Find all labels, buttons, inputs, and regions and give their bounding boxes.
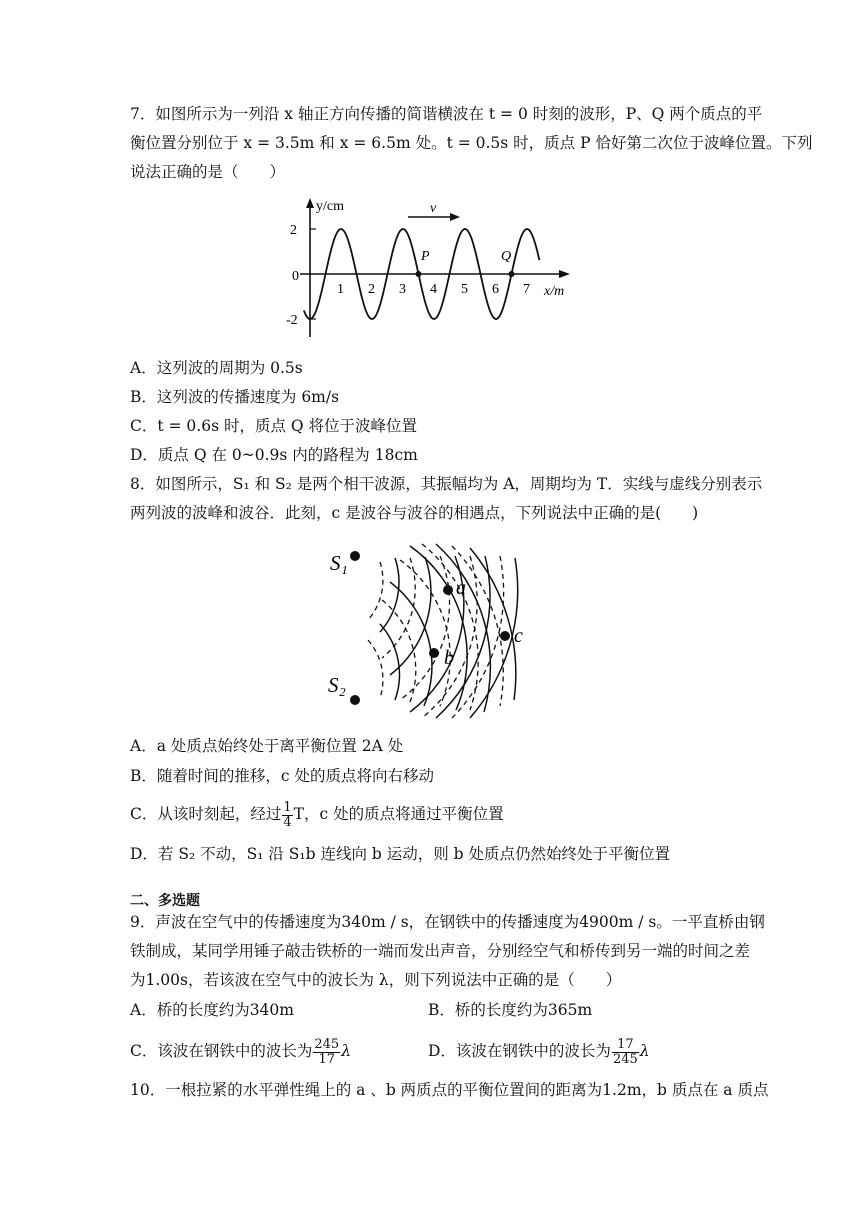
fraction-denominator: 245	[612, 1051, 638, 1067]
y-tick-2: 2	[290, 223, 297, 238]
x-tick-4: 4	[430, 282, 437, 297]
q7-option-c: C．t = 0.6s 时，质点 Q 将位于波峰位置	[130, 417, 418, 435]
q7-option-b: B．这列波的传播速度为 6m/s	[130, 388, 340, 406]
q9-option-b: B．桥的长度约为365m	[428, 1001, 593, 1019]
q8-interference-figure	[320, 540, 550, 722]
point-a	[443, 585, 453, 595]
q9-option-d-prefix: D．该波在钢铁中的波长为	[428, 1042, 611, 1060]
x-tick-3: 3	[399, 282, 406, 297]
x-axis-label: x/m	[544, 284, 565, 299]
q10-line-1: 10．一根拉紧的水平弹性绳上的 a 、b 两质点的平衡位置间的距离为1.2m，b 质点在 a 质点	[130, 1081, 769, 1099]
point-a-label: a	[456, 577, 466, 599]
x-tick-6: 6	[492, 282, 499, 297]
x-tick-5: 5	[461, 282, 468, 297]
point-c-label: c	[514, 625, 523, 647]
q8-option-c	[130, 798, 504, 830]
q9-option-a: A．桥的长度约为340m	[130, 1001, 294, 1019]
y-tick-0: 0	[292, 269, 299, 284]
velocity-label: v	[430, 201, 437, 216]
x-tick-1: 1	[337, 282, 344, 297]
q8-option-c-suffix: T，c 处的质点将通过平衡位置	[293, 805, 504, 823]
lambda-symbol: λ	[639, 1042, 650, 1060]
source-s2	[350, 695, 360, 705]
q8-option-b: B．随着时间的推移，c 处的质点将向右移动	[130, 767, 434, 785]
q9-option-d	[428, 1034, 650, 1068]
q8-line-1: 8．如图所示，S₁ 和 S₂ 是两个相干波源，其振幅均为 A，周期均为 T．实线与虚线分别表示	[130, 475, 763, 493]
x-axis-arrow	[559, 270, 570, 278]
section-title-multi-choice: 二、多选题	[130, 893, 200, 909]
fraction-numerator: 17	[612, 1038, 639, 1053]
point-b	[429, 648, 439, 658]
point-p	[416, 271, 422, 277]
point-b-label: b	[444, 647, 454, 669]
x-tick-2: 2	[368, 282, 375, 297]
q8-option-d: D．若 S₂ 不动，S₁ 沿 S₁b 连线向 b 运动，则 b 处质点仍然始终处于平衡位置	[130, 845, 671, 863]
q7-wave-figure	[280, 192, 580, 344]
q7-option-d: D．质点 Q 在 0~0.9s 内的路程为 18cm	[130, 446, 418, 464]
x-tick-7: 7	[523, 282, 530, 297]
q8-line-2: 两列波的波峰和波谷．此刻，c 是波谷与波谷的相遇点，下列说法中正确的是( )	[130, 504, 699, 522]
lambda-symbol: λ	[341, 1042, 352, 1060]
q9-line-1: 9．声波在空气中的传播速度为340m / s，在钢铁中的传播速度为4900m / s。一平直桥由钢	[130, 913, 765, 931]
fraction-numerator: 1	[283, 799, 292, 815]
q7-line-3: 说法正确的是（ ）	[130, 163, 286, 181]
point-c	[500, 631, 510, 641]
fraction	[612, 1038, 639, 1067]
source-s1-label: S₁	[330, 551, 348, 575]
q7-line-2: 衡位置分别位于 x = 3.5m 和 x = 6.5m 处。t = 0.5s 时，质点 P 恰好第二次位于波峰位置。下列	[130, 134, 813, 152]
fraction-denominator: 4	[283, 814, 292, 830]
q9-line-2: 铁制成，某同学用锤子敲击铁桥的一端而发出声音，分别经空气和桥传到另一端的时间之差	[130, 942, 751, 960]
point-q	[509, 271, 515, 277]
point-q-label: Q	[501, 249, 512, 264]
source-s1	[350, 551, 360, 561]
fraction-denominator: 17	[318, 1051, 336, 1067]
q9-line-3: 为1.00s，若该波在空气中的波长为 λ，则下列说法中正确的是（ ）	[130, 971, 622, 989]
q8-option-a: A．a 处质点始终处于离平衡位置 2A 处	[130, 737, 404, 755]
source-s2-label: S₂	[328, 673, 346, 697]
fraction-quarter	[282, 801, 292, 830]
fraction-numerator: 245	[314, 1036, 340, 1052]
fraction	[313, 1038, 340, 1067]
y-axis-arrow	[306, 198, 314, 208]
q8-option-c-prefix: C．从该时刻起，经过	[130, 805, 282, 823]
q9-option-c-prefix: C．该波在钢铁中的波长为	[130, 1042, 313, 1060]
point-p-label: P	[421, 249, 430, 264]
y-tick-neg2: -2	[286, 313, 298, 328]
q7-line-1: 7．如图所示为一列沿 x 轴正方向传播的简谐横波在 t = 0 时刻的波形，P、Q 两个质点的平	[130, 105, 763, 123]
q7-option-a: A．这列波的周期为 0.5s	[130, 359, 303, 377]
q9-option-c	[130, 1034, 351, 1068]
y-axis-label: y/cm	[316, 199, 344, 214]
